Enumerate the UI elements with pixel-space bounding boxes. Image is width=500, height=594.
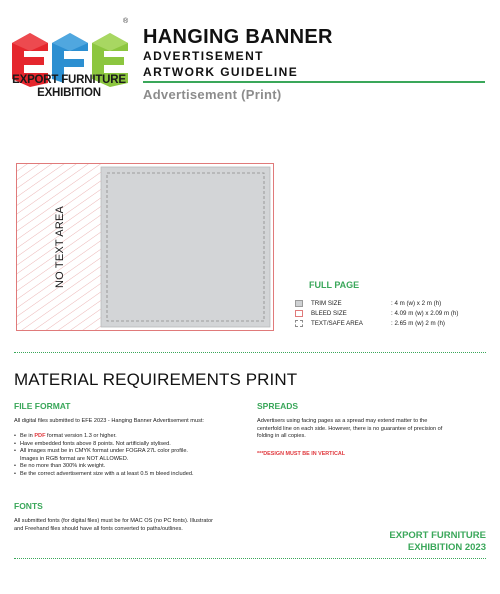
- fonts-title: FONTS: [14, 501, 43, 511]
- legend-value: : 2.65 m (w) 2 m (h): [391, 319, 445, 327]
- legend-value: : 4 m (w) x 2 m (h): [391, 299, 442, 307]
- no-text-area-text: NO TEXT AREA: [54, 205, 67, 289]
- legend-row-bleed: [295, 308, 458, 318]
- footer-brand: [389, 530, 486, 554]
- list-item: • Be no more than 300% ink weight.: [14, 463, 250, 471]
- no-text-area-label: [20, 163, 100, 331]
- bullet-text: format version 1.3 or higher.: [45, 433, 117, 439]
- vertical-design-note: ***DESIGN MUST BE IN VERTICAL: [257, 451, 346, 457]
- registered-mark: ®: [123, 18, 129, 25]
- page-subtitle-1: ADVERTISEMENT: [143, 49, 264, 63]
- trim-area: [101, 167, 270, 327]
- footer-line2: EXHIBITION 2023: [407, 542, 486, 553]
- file-format-title: FILE FORMAT: [14, 401, 71, 411]
- legend-name: TEXT/SAFE AREA: [311, 319, 363, 327]
- bleed-swatch: [295, 310, 303, 317]
- page-title: HANGING BANNER: [143, 26, 333, 48]
- title-divider: [143, 81, 485, 83]
- legend-row-safe: [295, 318, 458, 328]
- list-item: [14, 433, 250, 441]
- trim-swatch: [295, 300, 303, 307]
- bullet-text: Be in: [20, 433, 35, 439]
- size-legend: [295, 298, 458, 328]
- spreads-text: [257, 418, 489, 441]
- bullet-text-cont: Images in RGB format are NOT ALLOWED.: [20, 455, 129, 462]
- fonts-line: and Freehand files should have all fonts converted to paths/outlines.: [14, 525, 183, 532]
- footer-line1: EXPORT FURNITURE: [389, 530, 486, 541]
- list-item: • Be the correct advertisement size with a at least 0.5 m bleed included.: [14, 471, 250, 479]
- spreads-line: centerfold line on each side. However, there is no guarantee of precision of: [257, 425, 443, 432]
- list-item: [14, 448, 250, 463]
- spreads-line: folding in all copies.: [257, 433, 306, 440]
- legend-value: : 4.09 m (w) x 2.09 m (h): [391, 309, 459, 317]
- fonts-line: All submitted fonts (for digital files) must be for MAC OS (no PC fonts). Illustrator: [14, 518, 213, 524]
- legend-title: FULL PAGE: [309, 280, 360, 290]
- fonts-text: [14, 518, 264, 533]
- file-format-list: [14, 433, 250, 479]
- page-caption: Advertisement (Print): [143, 87, 282, 102]
- title-block: [143, 27, 333, 80]
- dotted-divider-top: [14, 352, 486, 353]
- logo-name-line1: EXPORT FURNITURE: [12, 74, 126, 86]
- dotted-divider-bottom: [14, 558, 486, 559]
- requirements-heading: MATERIAL REQUIREMENTS PRINT: [14, 370, 298, 389]
- legend-row-trim: [295, 298, 458, 308]
- list-item: • Have embedded fonts above 8 points. Not artificially stylised.: [14, 441, 250, 449]
- safe-swatch: [295, 320, 303, 327]
- bullet-text: All images must be in CMYK format under FOGRA 27L color profile.: [20, 448, 188, 455]
- spreads-line: Advertisers using facing pages as a spread may extend matter to the: [257, 418, 428, 424]
- pdf-highlight: PDF: [34, 433, 46, 439]
- legend-name: TRIM SIZE: [311, 299, 342, 307]
- spreads-title: SPREADS: [257, 401, 299, 411]
- page-subtitle-2: ARTWORK GUIDELINE: [143, 65, 299, 79]
- legend-name: BLEED SIZE: [311, 309, 347, 317]
- logo-name-line2: EXHIBITION: [37, 87, 101, 99]
- file-format-intro: All digital files submitted to EFE 2023 - Hanging Banner Advertisement must:: [14, 418, 204, 424]
